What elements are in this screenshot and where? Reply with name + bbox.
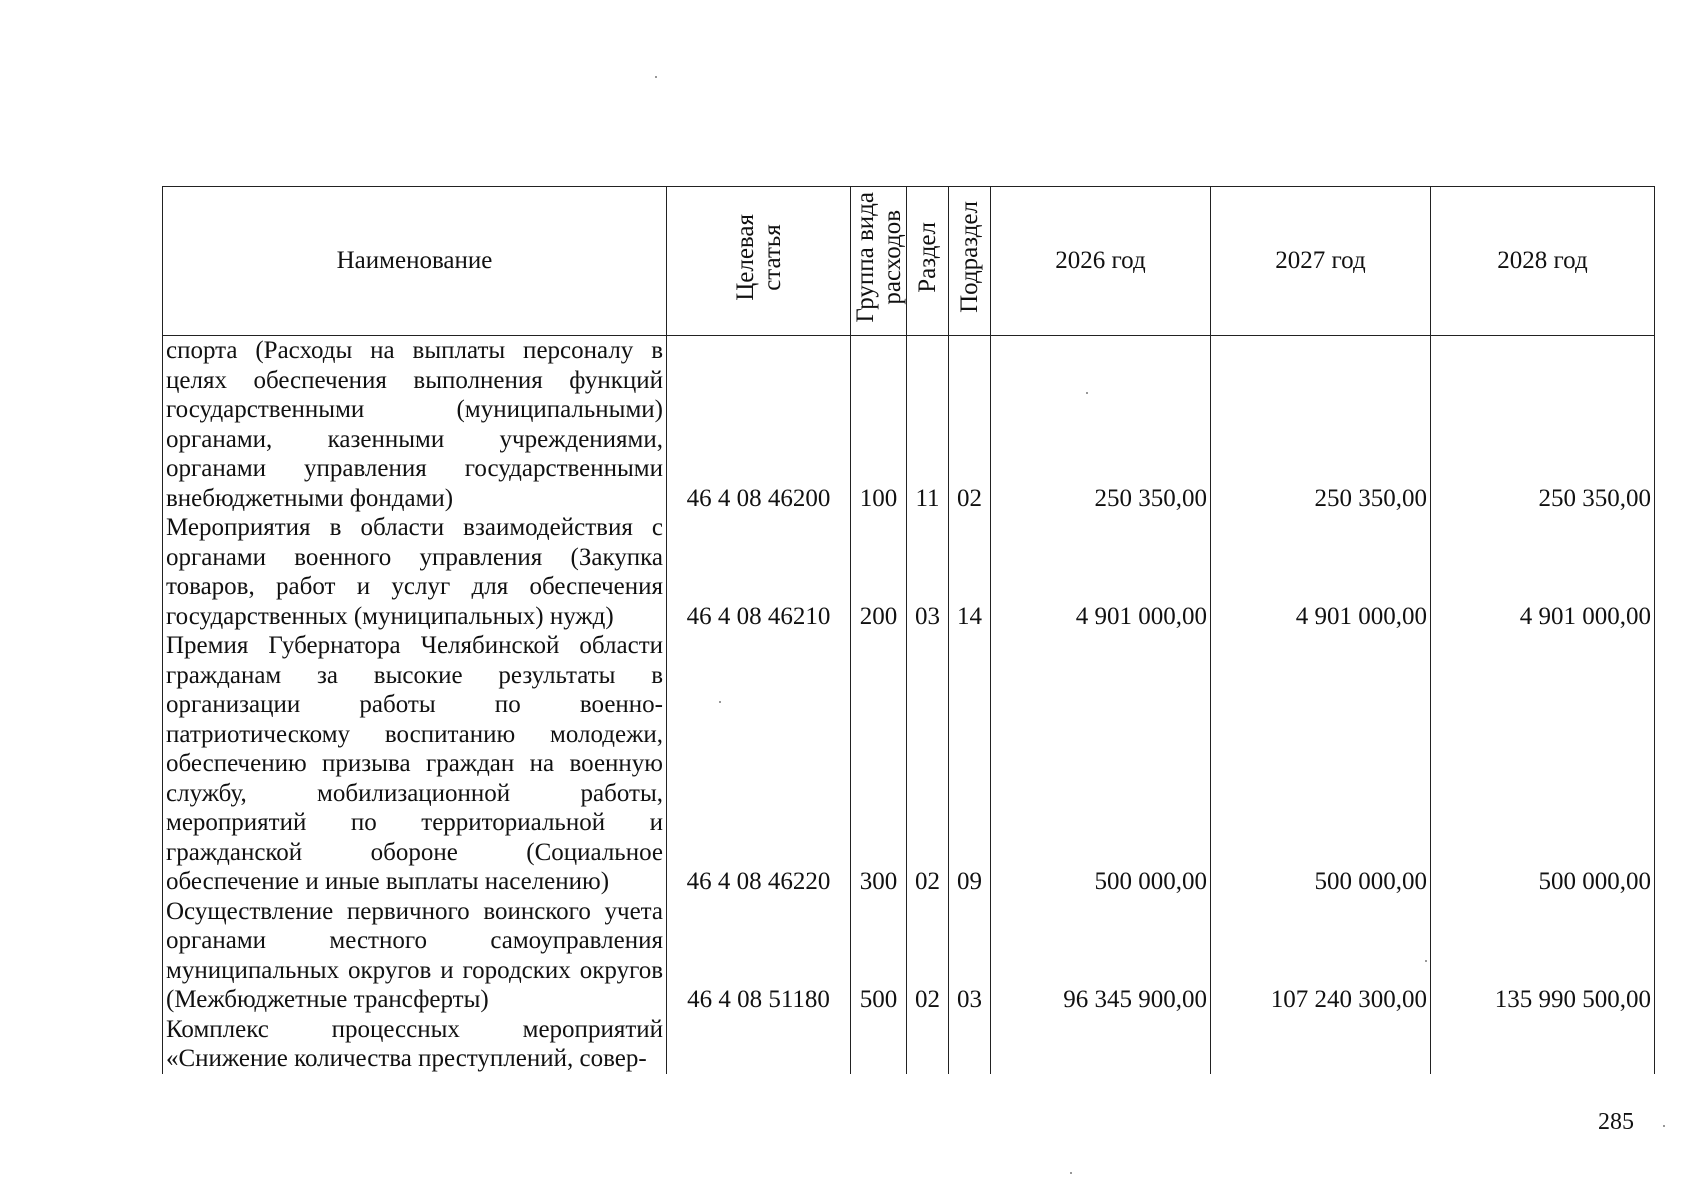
header-section: Раздел — [907, 187, 949, 336]
row-target-article: 46 4 08 46220 — [667, 631, 851, 897]
header-name: Наименование — [163, 187, 667, 336]
row-amount-2026: 4 901 000,00 — [991, 513, 1211, 631]
table-row — [163, 1015, 1655, 1074]
row-target-article: 46 4 08 46200 — [667, 336, 851, 514]
row-amount-2026 — [991, 1015, 1211, 1074]
header-year-2028: 2028 год — [1431, 187, 1655, 336]
table-row — [163, 513, 1655, 631]
row-amount-2026: 250 350,00 — [991, 336, 1211, 514]
header-year-2027: 2027 год — [1211, 187, 1431, 336]
row-name: Премия Губернатора Челябинской области гражданам за высокие результаты в организации работы по военно-патриотическому воспитанию молодежи, обеспечению призыва граждан на военную службу, мобилизационной работы, мероприятий по территориальной и гражданской обороне (Социальное обеспечение и иные выплаты населению) — [163, 631, 667, 897]
row-target-article: 46 4 08 46210 — [667, 513, 851, 631]
scan-speck — [1663, 1125, 1665, 1127]
row-section: 02 — [907, 897, 949, 1015]
row-subsection: 02 — [949, 336, 991, 514]
row-subsection: 03 — [949, 897, 991, 1015]
row-name: спорта (Расходы на выплаты персоналу в целях обеспечения выполнения функций государственными (муниципальными) органами, казенными учреждениями, органами управления государственными внебюджетными фондами) — [163, 336, 667, 514]
scan-speck — [1425, 960, 1427, 962]
row-expense-group: 300 — [851, 631, 907, 897]
row-amount-2028: 135 990 500,00 — [1431, 897, 1655, 1015]
row-subsection: 14 — [949, 513, 991, 631]
row-amount-2027: 107 240 300,00 — [1211, 897, 1431, 1015]
page-number: 285 — [1598, 1109, 1634, 1135]
row-amount-2027 — [1211, 1015, 1431, 1074]
row-expense-group: 500 — [851, 897, 907, 1015]
row-target-article — [667, 1015, 851, 1074]
row-section: 11 — [907, 336, 949, 514]
row-subsection: 09 — [949, 631, 991, 897]
header-subsection: Подраздел — [949, 187, 991, 336]
row-section: 02 — [907, 631, 949, 897]
row-target-article: 46 4 08 51180 — [667, 897, 851, 1015]
budget-table — [162, 186, 1655, 1074]
row-amount-2027: 500 000,00 — [1211, 631, 1431, 897]
row-amount-2028: 4 901 000,00 — [1431, 513, 1655, 631]
row-amount-2028: 500 000,00 — [1431, 631, 1655, 897]
row-expense-group — [851, 1015, 907, 1074]
scan-speck — [1086, 392, 1088, 394]
row-amount-2027: 250 350,00 — [1211, 336, 1431, 514]
table-row — [163, 631, 1655, 897]
row-amount-2028 — [1431, 1015, 1655, 1074]
scan-speck — [655, 76, 657, 78]
row-amount-2026: 96 345 900,00 — [991, 897, 1211, 1015]
table-row — [163, 897, 1655, 1015]
row-name: Комплекс процессных мероприятий «Снижение количества преступлений, совер- — [163, 1015, 667, 1074]
row-section — [907, 1015, 949, 1074]
header-year-2026: 2026 год — [991, 187, 1211, 336]
row-expense-group: 100 — [851, 336, 907, 514]
row-section: 03 — [907, 513, 949, 631]
row-name: Мероприятия в области взаимодействия с органами военного управления (Закупка товаров, работ и услуг для обеспечения государственных (муниципальных) нужд) — [163, 513, 667, 631]
row-amount-2026: 500 000,00 — [991, 631, 1211, 897]
table-row — [163, 336, 1655, 514]
scan-speck — [1070, 1172, 1072, 1174]
header-target-article: Целевая статья — [667, 187, 851, 336]
row-amount-2028: 250 350,00 — [1431, 336, 1655, 514]
row-subsection — [949, 1015, 991, 1074]
header-row — [163, 187, 1655, 336]
header-expense-group: Группа вида расходов — [851, 187, 907, 336]
row-expense-group: 200 — [851, 513, 907, 631]
row-name: Осуществление первичного воинского учета органами местного самоуправления муниципальных округов и городских округов (Межбюджетные трансферты) — [163, 897, 667, 1015]
scan-speck — [719, 701, 721, 703]
row-amount-2027: 4 901 000,00 — [1211, 513, 1431, 631]
